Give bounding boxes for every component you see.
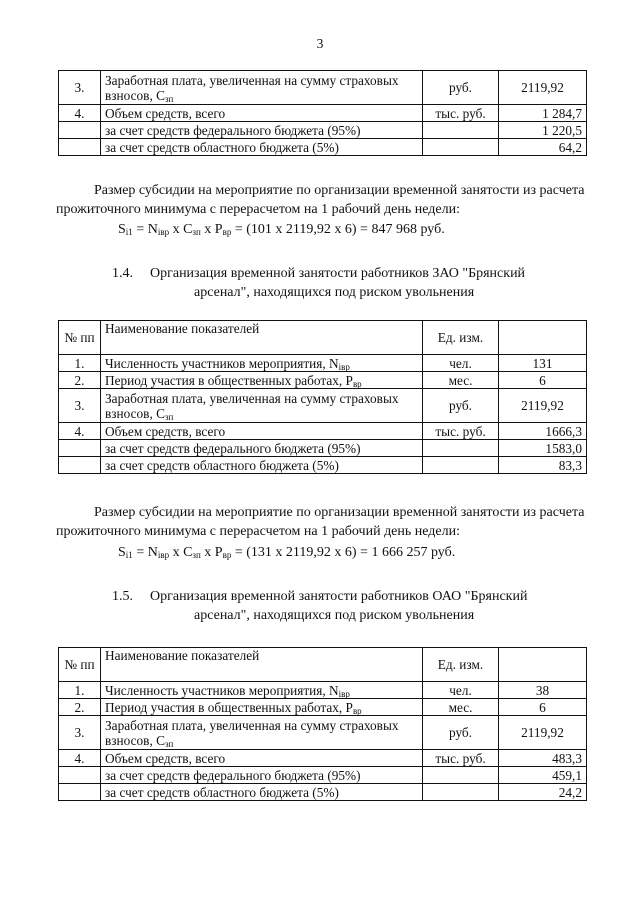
row-unit: тыс. руб. [423,423,499,440]
paragraph-subsidy-1: Размер субсидии на мероприятие по организации временной занятости из расчета прожиточного минимума с перерасчетом на 1 рабочий день недели: [56,183,585,217]
row-name: за счет средств областного бюджета (5%) [101,784,423,801]
table-row [59,682,587,699]
row-name: Период участия в общественных работах, $Р_{вр}$ [101,372,423,389]
row-number: 3. [59,71,101,105]
row-name: за счет средств федерального бюджета (95%) [101,767,423,784]
row-unit: чел. [423,355,499,372]
table-row [59,139,587,156]
formula-1: $S_{i1} = N_{iвр}$ х $С_{зп}$ х $Р_{вр} = (101$ х 2119,92 х 6) = 847 968 руб. [118,222,445,237]
row-name: Численность участников мероприятия, $N_{iвр}$ [101,682,423,699]
row-name: Численность участников мероприятия, $N_{iвр}$ [101,355,423,372]
row-name: Заработная плата, увеличенная на сумму страховых взносов, $С_{зп}$ [101,389,423,423]
row-value: 2119,92 [499,389,587,423]
row-name: за счет средств областного бюджета (5%) [101,139,423,156]
row-unit: руб. [423,716,499,750]
row-unit [423,767,499,784]
row-name: за счет средств областного бюджета (5%) [101,457,423,474]
row-number: 3. [59,389,101,423]
row-value: 2119,92 [499,71,587,105]
table-header [59,321,587,355]
row-unit [423,457,499,474]
row-unit: чел. [423,682,499,699]
section-heading-1-4 [112,264,602,302]
row-unit: мес. [423,372,499,389]
table-1 [58,70,587,156]
header-value [499,321,587,355]
table-row [59,784,587,801]
header-unit: Ед. изм. [423,648,499,682]
row-number: 3. [59,716,101,750]
row-value: 1 220,5 [499,122,587,139]
row-value: 6 [499,699,587,716]
row-value: 1666,3 [499,423,587,440]
row-unit [423,122,499,139]
table-row [59,423,587,440]
table-2 [58,320,587,474]
row-number [59,457,101,474]
header-number: № пп [59,321,101,355]
section-number: 1.5. [112,589,133,604]
row-number: 2. [59,372,101,389]
header-name: Наименование показателей [101,648,423,682]
table-row [59,372,587,389]
row-name: за счет средств федерального бюджета (95%) [101,440,423,457]
row-name: Объем средств, всего [101,423,423,440]
paragraph-subsidy-2: Размер субсидии на мероприятие по организации временной занятости из расчета прожиточного минимума с перерасчетом на 1 рабочий день недели: [56,505,585,539]
row-value: 459,1 [499,767,587,784]
row-value: 38 [499,682,587,699]
row-unit [423,440,499,457]
row-unit: тыс. руб. [423,750,499,767]
row-name: за счет средств федерального бюджета (95%) [101,122,423,139]
row-value: 1 284,7 [499,105,587,122]
row-number [59,122,101,139]
table-row [59,122,587,139]
table-row [59,71,587,105]
row-number: 4. [59,423,101,440]
row-value: 1583,0 [499,440,587,457]
section-title: Организация временной занятости работников ОАО "Брянский [150,589,528,604]
row-name: Объем средств, всего [101,750,423,767]
table-row [59,457,587,474]
row-number [59,767,101,784]
row-number [59,440,101,457]
table-row [59,767,587,784]
row-value: 24,2 [499,784,587,801]
table-row [59,716,587,750]
row-number: 2. [59,699,101,716]
page-number: 3 [316,36,324,51]
row-number [59,784,101,801]
row-name: Объем средств, всего [101,105,423,122]
table-row [59,750,587,767]
row-number: 4. [59,105,101,122]
table-row [59,355,587,372]
table-row [59,699,587,716]
row-value: 64,2 [499,139,587,156]
section-title-cont: арсенал", находящихся под риском увольнения [194,285,475,300]
row-unit: руб. [423,71,499,105]
row-name: Заработная плата, увеличенная на сумму страховых взносов, $С_{зп}$ [101,71,423,105]
section-title: Организация временной занятости работников ЗАО "Брянский [150,266,526,281]
header-name: Наименование показателей [101,321,423,355]
row-unit: тыс. руб. [423,105,499,122]
row-value: 83,3 [499,457,587,474]
row-value: 6 [499,372,587,389]
header-unit: Ед. изм. [423,321,499,355]
table-row [59,105,587,122]
section-title-cont: арсенал", находящихся под риском увольнения [194,608,475,623]
table-row [59,440,587,457]
row-number: 1. [59,682,101,699]
header-number: № пп [59,648,101,682]
row-unit [423,139,499,156]
row-name: Период участия в общественных работах, $Р_{вр}$ [101,699,423,716]
row-number: 1. [59,355,101,372]
table-header [59,648,587,682]
table-row [59,389,587,423]
row-name: Заработная плата, увеличенная на сумму страховых взносов, $С_{зп}$ [101,716,423,750]
header-value [499,648,587,682]
section-heading-1-5 [112,587,602,625]
row-number: 4. [59,750,101,767]
formula-2: $S_{i1} = N_{iвр}$ х $С_{зп}$ х $Р_{вр} = (131$ х 2119,92 х 6) = 1 666 257 руб. [118,545,456,560]
section-number: 1.4. [112,266,133,281]
row-value: 131 [499,355,587,372]
row-unit: мес. [423,699,499,716]
row-value: 2119,92 [499,716,587,750]
row-value: 483,3 [499,750,587,767]
row-unit: руб. [423,389,499,423]
row-number [59,139,101,156]
table-3 [58,647,587,801]
row-unit [423,784,499,801]
